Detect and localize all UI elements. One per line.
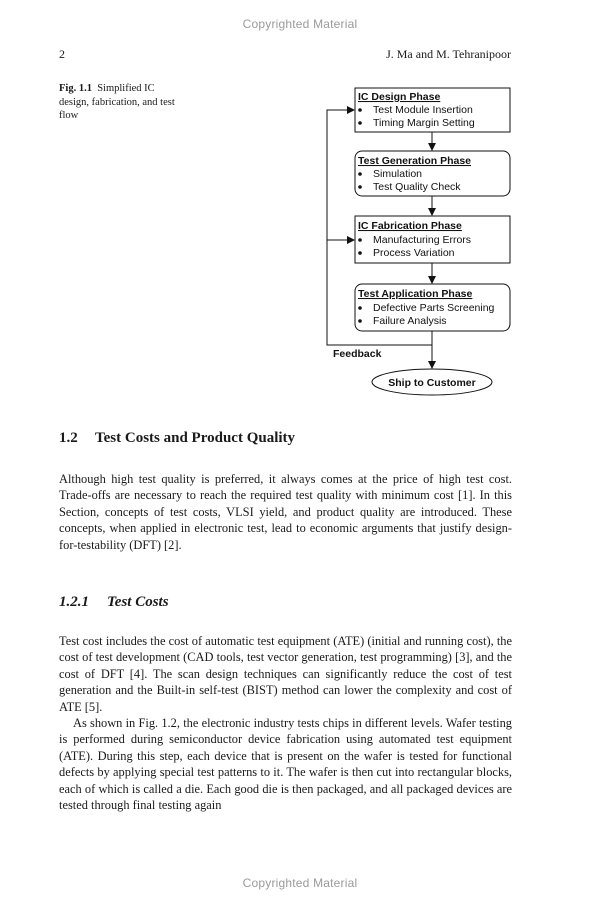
box-item: Manufacturing Errors — [373, 234, 472, 246]
figure-caption-text: Simplified IC design, fabrication, and test flow — [59, 83, 175, 121]
box-title: IC Fabrication Phase — [358, 220, 462, 232]
bullet-icon — [358, 108, 362, 112]
figure-caption-label: Fig. 1.1 — [59, 83, 92, 94]
ship-to-customer-terminal — [372, 369, 492, 395]
section-title: Test Costs and Product Quality — [95, 430, 296, 446]
box-title: Test Generation Phase — [358, 155, 472, 167]
section-paragraph: Although high test quality is preferred, it always comes at the price of high test cost. Trade-offs are necessary to reach the required test quality with minimum cost [1]. In this Section, concepts of test costs, VLSI yield, and product quality are introduced. These concepts, when applied in electronic test, lead to economic arguments that justify design-for-testability (DFT) [2]. — [59, 472, 512, 552]
box-item: Test Quality Check — [373, 181, 461, 193]
flow-diagram — [0, 0, 600, 410]
box-item: Simulation — [373, 168, 423, 180]
box-item: Failure Analysis — [373, 315, 447, 327]
bullet-icon — [358, 251, 362, 255]
copyright-watermark-bottom: Copyrighted Material — [242, 876, 358, 890]
ic-fabrication-phase-box — [355, 216, 510, 263]
ic-design-phase-box — [355, 88, 510, 132]
body-paragraph: As shown in Fig. 1.2, the electronic industry tests chips in different levels. Wafer testing is performed during semiconductor device fabrication using automated test equipment (ATE). During this step, each device that is present on the wafer is tested for functional defects by applying special test patterns to it. The wafer is then cut into rectangular blocks, each of which is called a die. Each good die is then packaged, and all packaged devices are tested through final testing again — [59, 716, 512, 813]
test-application-phase-box — [355, 284, 510, 331]
box-item: Process Variation — [373, 247, 455, 259]
section-number: 1.2 — [59, 430, 78, 446]
feedback-label: Feedback — [333, 348, 382, 360]
subsection-heading — [59, 594, 169, 611]
bullet-icon — [358, 319, 362, 323]
page-number: 2 — [59, 47, 65, 61]
box-item: Timing Margin Setting — [373, 117, 475, 129]
subsection-number: 1.2.1 — [59, 594, 89, 610]
body-paragraph: Test cost includes the cost of automatic test equipment (ATE) (initial and running cost), the cost of test development (CAD tools, test vector generation, test programming) [3], and the cost of DFT [4]. The scan design techniques can significantly reduce the cost of test generation and the Built-in self-test (BIST) method can lower the complexity and cost of ATE [5]. — [59, 634, 512, 714]
box-title: IC Design Phase — [358, 91, 441, 103]
running-head: J. Ma and M. Tehranipoor — [386, 47, 511, 61]
box-item: Test Module Insertion — [373, 104, 473, 116]
terminal-label: Ship to Customer — [388, 377, 476, 389]
bullet-icon — [358, 185, 362, 189]
copyright-watermark-top: Copyrighted Material — [242, 17, 358, 31]
box-item: Defective Parts Screening — [373, 302, 495, 314]
test-generation-phase-box — [355, 151, 510, 196]
bullet-icon — [358, 238, 362, 242]
bullet-icon — [358, 121, 362, 125]
subsection-title: Test Costs — [107, 594, 169, 610]
section-heading — [59, 430, 295, 447]
bullet-icon — [358, 172, 362, 176]
box-title: Test Application Phase — [358, 288, 473, 300]
bullet-icon — [358, 306, 362, 310]
